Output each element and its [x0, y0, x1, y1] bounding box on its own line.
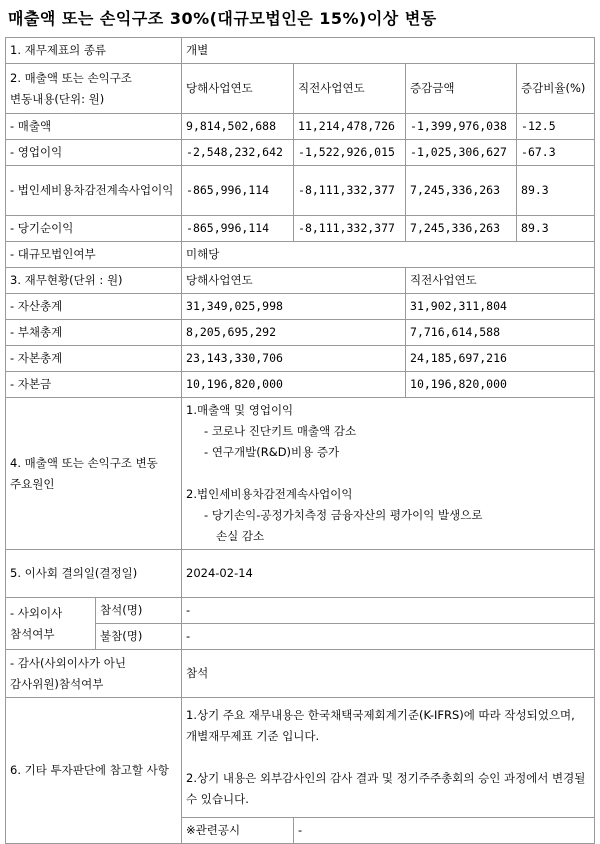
capital-current: 10,196,820,000 [182, 372, 406, 398]
op-income-change: -1,025,306,627 [406, 140, 517, 166]
table-row [6, 598, 595, 624]
row-label: 1. 재무제표의 종류 [6, 38, 182, 64]
pretax-rate: 89.3 [517, 166, 595, 216]
disclosure-table [5, 37, 595, 844]
table-row [6, 216, 595, 242]
table-row [6, 550, 595, 598]
liabilities-current: 8,205,695,292 [182, 320, 406, 346]
row-label: - 자본총계 [6, 346, 182, 372]
table-row [6, 64, 595, 114]
header-current-year: 당해사업연도 [182, 64, 294, 114]
table-row [6, 38, 595, 64]
reason-line: 손실 감소 [216, 529, 265, 543]
assets-previous: 31,902,311,804 [406, 294, 595, 320]
other-notes-cell [182, 698, 595, 818]
attend-label: 참석(명) [96, 598, 182, 624]
table-row [6, 294, 595, 320]
large-corp-value: 미해당 [182, 242, 595, 268]
row-label: - 자본금 [6, 372, 182, 398]
sales-change: -1,399,976,038 [406, 114, 517, 140]
row-label: - 대규모법인여부 [6, 242, 182, 268]
table-row [6, 268, 595, 294]
net-income-change: 7,245,336,263 [406, 216, 517, 242]
header-previous-year: 직전사업연도 [406, 268, 595, 294]
row-label: 3. 재무현황(단위 : 원) [6, 268, 182, 294]
sales-previous: 11,214,478,726 [294, 114, 406, 140]
row-label: 6. 기타 투자판단에 참고할 사항 [6, 698, 182, 844]
note-paragraph: 2.상기 내용은 외부감사인의 감사 결과 및 정기주주총회의 승인 과정에서 변경될 수 있습니다. [186, 771, 586, 806]
absent-value: - [182, 624, 595, 650]
table-row [6, 140, 595, 166]
table-row [6, 114, 595, 140]
equity-current: 23,143,330,706 [182, 346, 406, 372]
row-label: 5. 이사회 결의일(결정일) [6, 550, 182, 598]
header-current-year: 당해사업연도 [182, 268, 406, 294]
attend-value: - [182, 598, 595, 624]
pretax-change: 7,245,336,263 [406, 166, 517, 216]
pretax-previous: -8,111,332,377 [294, 166, 406, 216]
reason-line: - 코로나 진단키트 매출액 감소 [204, 424, 357, 438]
reason-line: 2.법인세비용차감전계속사업이익 [186, 487, 353, 501]
capital-previous: 10,196,820,000 [406, 372, 595, 398]
table-row [6, 242, 595, 268]
liabilities-previous: 7,716,614,588 [406, 320, 595, 346]
reason-line: - 당기손익-공정가치측정 금융자산의 평가이익 발생으로 [204, 508, 483, 522]
header-previous-year: 직전사업연도 [294, 64, 406, 114]
row-label: - 사외이사 참석여부 [6, 598, 96, 650]
row-label: - 법인세비용차감전계속사업이익 [6, 166, 182, 216]
board-date-value: 2024-02-14 [182, 550, 595, 598]
related-disclosure-label: ※관련공시 [182, 818, 294, 844]
pretax-current: -865,996,114 [182, 166, 294, 216]
table-row [6, 372, 595, 398]
net-income-current: -865,996,114 [182, 216, 294, 242]
row-label: - 감사(사외이사가 아닌 감사위원)참석여부 [6, 650, 182, 698]
header-change-amount: 증감금액 [406, 64, 517, 114]
absent-label: 불참(명) [96, 624, 182, 650]
row-label: - 부채총계 [6, 320, 182, 346]
row-label: - 매출액 [6, 114, 182, 140]
table-row [6, 346, 595, 372]
change-reason-cell [182, 398, 595, 550]
op-income-current: -2,548,232,642 [182, 140, 294, 166]
assets-current: 31,349,025,998 [182, 294, 406, 320]
statement-type-value: 개별 [182, 38, 595, 64]
op-income-previous: -1,522,926,015 [294, 140, 406, 166]
table-row [6, 166, 595, 216]
reason-line: - 연구개발(R&D)비용 증가 [204, 445, 340, 459]
net-income-previous: -8,111,332,377 [294, 216, 406, 242]
table-row [6, 320, 595, 346]
row-label: - 당기순이익 [6, 216, 182, 242]
op-income-rate: -67.3 [517, 140, 595, 166]
equity-previous: 24,185,697,216 [406, 346, 595, 372]
header-change-rate: 증감비율(%) [517, 64, 595, 114]
net-income-rate: 89.3 [517, 216, 595, 242]
row-label: 2. 매출액 또는 손익구조 변동내용(단위: 원) [6, 64, 182, 114]
page-title: 매출액 또는 손익구조 30%(대규모법인은 15%)이상 변동 [8, 9, 437, 28]
table-row [6, 698, 595, 818]
table-row [6, 398, 595, 550]
sales-current: 9,814,502,688 [182, 114, 294, 140]
note-paragraph: 1.상기 주요 재무내용은 한국채택국제회계기준(K-IFRS)에 따라 작성되었으며, 개별재무제표 기준 입니다. [186, 708, 575, 743]
related-disclosure-value: - [294, 818, 595, 844]
table-row [6, 650, 595, 698]
audit-attend-value: 참석 [182, 650, 595, 698]
row-label: 4. 매출액 또는 손익구조 변동 주요원인 [6, 398, 182, 550]
row-label: - 영업이익 [6, 140, 182, 166]
row-label: - 자산총계 [6, 294, 182, 320]
reason-line: 1.매출액 및 영업이익 [186, 403, 294, 417]
sales-rate: -12.5 [517, 114, 595, 140]
